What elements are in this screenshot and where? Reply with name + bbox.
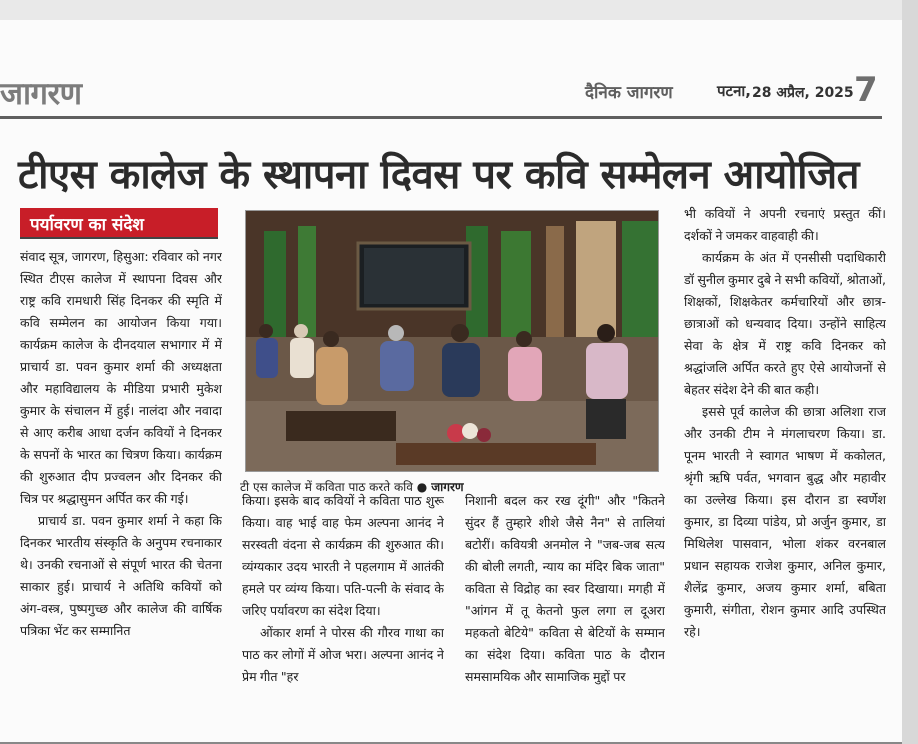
article-column-4	[684, 203, 886, 744]
paragraph: कार्यक्रम के अंत में एनसीसी पदाधिकारी डॉ सुनील कुमार दुबे ने सभी कवियों, श्रोताओं, शिक्षकों, शिक्षकेतर कर्मचारियों और छात्र-छात्राओं को धन्यवाद दिया। उन्होंने साहित्य सेवा के क्षेत्र में राष्ट्र कवि दिनकर को श्रद्धांजलि अर्पित करते हुए ऐसे आयोजनों से बेहतर संदेश देने की बात कही।	[684, 250, 886, 397]
masthead-logo: जागरण	[0, 76, 82, 112]
paragraph: संवाद सूत्र, जागरण, हिसुआ: रविवार को नगर स्थित टीएस कालेज में स्थापना दिवस और राष्ट्र कवि रामधारी सिंह दिनकर की स्मृति में कवि सम्मेलन का आयोजन किया गया। कार्यक्रम कालेज के दीनदयाल सभागार में में प्राचार्य डा. पवन कुमार शर्मा की अध्यक्षता और महाविद्यालय के मीडिया प्रभारी मुकेश कुमार के संचालन में हुई। नालंदा और नवादा से आए करीब आधा दर्जन कवियों ने दिनकर के सपनों के भारत का चित्रण किया। कार्यक्रम की शुरुआत दीप प्रज्वलन और दिनकर की चित्र पर श्रद्धासुमन अर्पित कर की गई।	[20, 249, 222, 506]
edition-place: पटना,	[717, 82, 751, 100]
masthead	[0, 72, 888, 112]
paragraph: प्राचार्य डा. पवन कुमार शर्मा ने कहा कि दिनकर भारतीय संस्कृति के अनुपम रचनाकार थे। उनकी रचनाओं से संपूर्ण भारत की चेतना साकार हुई। प्राचार्य ने अतिथि कवियों को अंग-वस्त्र, पुष्पगुच्छ और कालेज की वार्षिक पत्रिका भेंट कर सम्मानित	[20, 513, 222, 638]
article-column-1	[20, 246, 222, 744]
page-edge	[902, 0, 918, 744]
paragraph: इससे पूर्व कालेज की छात्रा अलिशा राज और उनकी टीम ने मंगलाचरण किया। डा. पूनम भारती ने स्वागत भाषण में ककोलत, श्रृंगी ऋषि पर्वत, भगवान बुद्ध और महावीर का उल्लेख किया। इस दौरान डा स्वर्णेश कुमार, डा दिव्या पांडेय, प्रो अर्जुन कुमार, डा मिथिलेश पासवान, भोला शंकर वरनबाल प्रधान सहायक राजेश कुमार, अनिल कुमार, शैलेंद्र कुमार, अजय कुमार शर्मा, बबिता कुमारी, संगीता, रोशन कुमार आदि उपस्थित रहे।	[684, 404, 886, 639]
newspaper-page	[0, 20, 902, 744]
publication-name: दैनिक जागरण	[585, 83, 673, 103]
article-photo	[245, 210, 659, 472]
paragraph: निशानी बदल कर रख दूंगी" और "कितने सुंदर हैं तुम्हारे शीशे जैसे नैन" से तालियां बटोरीं। कवियत्री अनमोल ने "जब-जब सत्य की बोली लगती, न्याय का मंदिर बिक जाता" कविता से विद्रोह का स्वर दिखाया। मगही में "आंगन में तू केतनो फुल लगा ल दूअरा महकतो बेटिये" कविता से बेटियों के सम्मान का संदेश दिया। कविता पाठ के दौरान समसामयिक और सामाजिक मुद्दों पर	[465, 493, 665, 684]
kicker-label: पर्यावरण का संदेश	[20, 208, 218, 237]
masthead-rule	[0, 116, 882, 119]
article-column-3	[465, 490, 665, 744]
paragraph: भी कवियों ने अपनी रचनाएं प्रस्तुत कीं। दर्शकों ने जमकर वाहवाही की।	[684, 206, 886, 243]
photo-credit: जागरण	[431, 480, 464, 494]
bullet-icon: ●	[412, 480, 428, 494]
paragraph: ओंकार शर्मा ने पोरस की गौरव गाथा का पाठ कर लोगों में ओज भरा। अल्पना आनंद ने प्रेम गीत "हर	[242, 625, 444, 684]
edition-date: 28 अप्रैल, 2025	[752, 85, 854, 101]
paragraph: किया। इसके बाद कवियों ने कविता पाठ शुरू किया। वाह भाई वाह फेम अल्पना आनंद ने सरस्वती वंदना से कार्यक्रम की शुरुआत की। व्यंग्यकार उदय भारती ने पहलगाम में आतंकी हमले पर व्यंग्य किया। पति-पत्नी के संवाद के जरिए पर्यावरण का संदेश दिया।	[242, 493, 444, 618]
photo-illustration	[246, 211, 659, 472]
page-number: 7	[854, 70, 878, 110]
caption-text: टी एस कालेज में कविता पाठ करते कवि	[240, 480, 413, 494]
article-column-2	[242, 490, 444, 744]
kicker-rule	[20, 237, 218, 239]
article-headline: टीएस कालेज के स्थापना दिवस पर कवि सम्मेलन आयोजित	[18, 152, 859, 198]
